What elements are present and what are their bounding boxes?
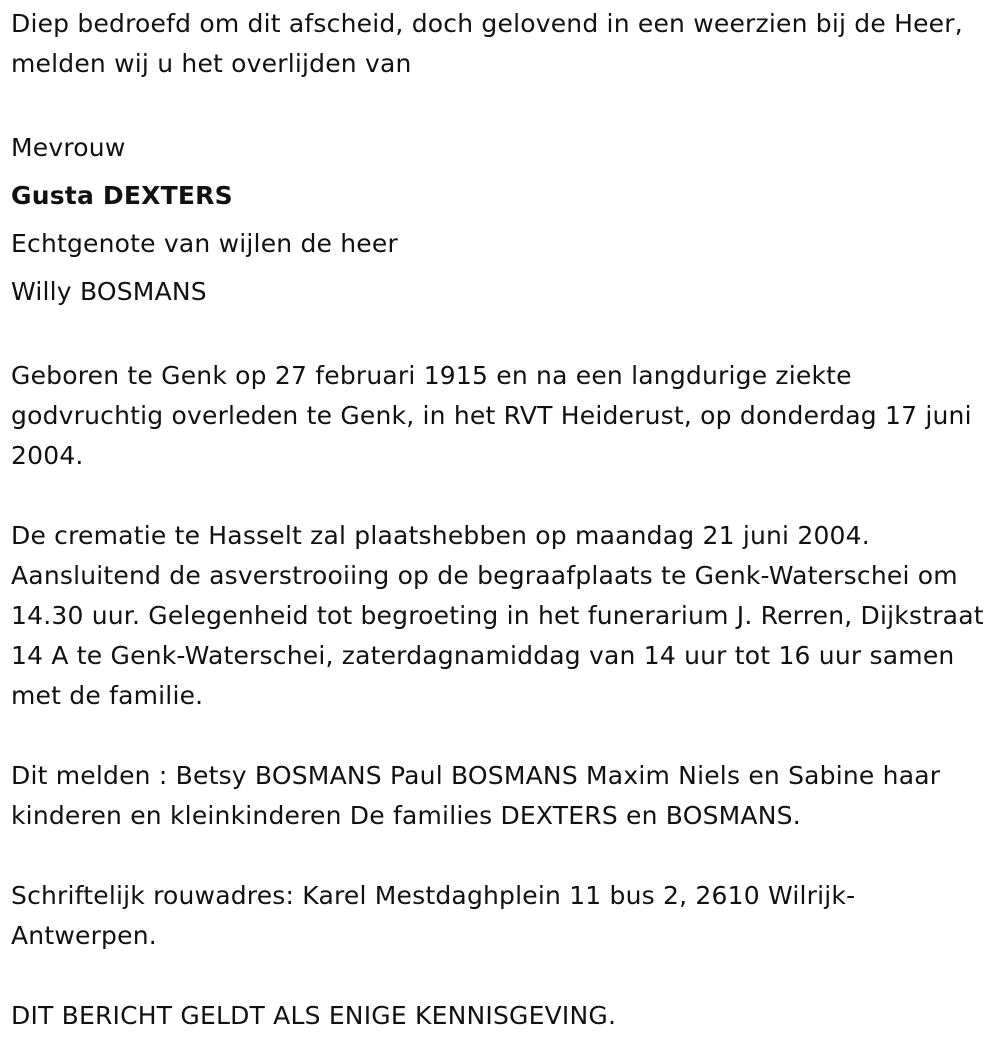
- spacer: [11, 836, 986, 876]
- spouse-name: Willy BOSMANS: [11, 277, 207, 306]
- spouse-relation: Echtgenote van wijlen de heer: [11, 229, 398, 258]
- spacer: [11, 476, 986, 516]
- salutation: Mevrouw: [11, 133, 126, 162]
- address-paragraph: Schriftelijk rouwadres: Karel Mestdaghplein 11 bus 2, 2610 Wilrijk-Antwerpen.: [11, 881, 856, 950]
- deceased-name: Gusta DEXTERS: [11, 181, 233, 210]
- ceremony-paragraph: De crematie te Hasselt zal plaatshebben op maandag 21 juni 2004. Aansluitend de asverstrooiing op de begraafplaats te Genk-Waterschei om 14.30 uur. Gelegenheid tot begroeting in het funerarium J. Rerren, Dijkstraat 14 A te Genk-Waterschei, zaterdagnamiddag van 14 uur tot 16 uur samen met de familie.: [11, 521, 984, 710]
- intro-paragraph: Diep bedroefd om dit afscheid, doch gelovend in een weerzien bij de Heer, melden wij u het overlijden van: [11, 9, 963, 78]
- spacer: [11, 84, 986, 124]
- announcers-paragraph: Dit melden : Betsy BOSMANS Paul BOSMANS Maxim Niels en Sabine haar kinderen en kleinkinderen De families DEXTERS en BOSMANS.: [11, 761, 941, 830]
- obituary-document: [11, 4, 986, 1036]
- spacer: [11, 716, 986, 756]
- birth-death-paragraph: Geboren te Genk op 27 februari 1915 en na een langdurige ziekte godvruchtig overleden te Genk, in het RVT Heiderust, op donderdag 17 juni 2004.: [11, 361, 972, 470]
- spacer: [11, 956, 986, 996]
- notice-line: DIT BERICHT GELDT ALS ENIGE KENNISGEVING.: [11, 1001, 617, 1030]
- spacer: [11, 316, 986, 356]
